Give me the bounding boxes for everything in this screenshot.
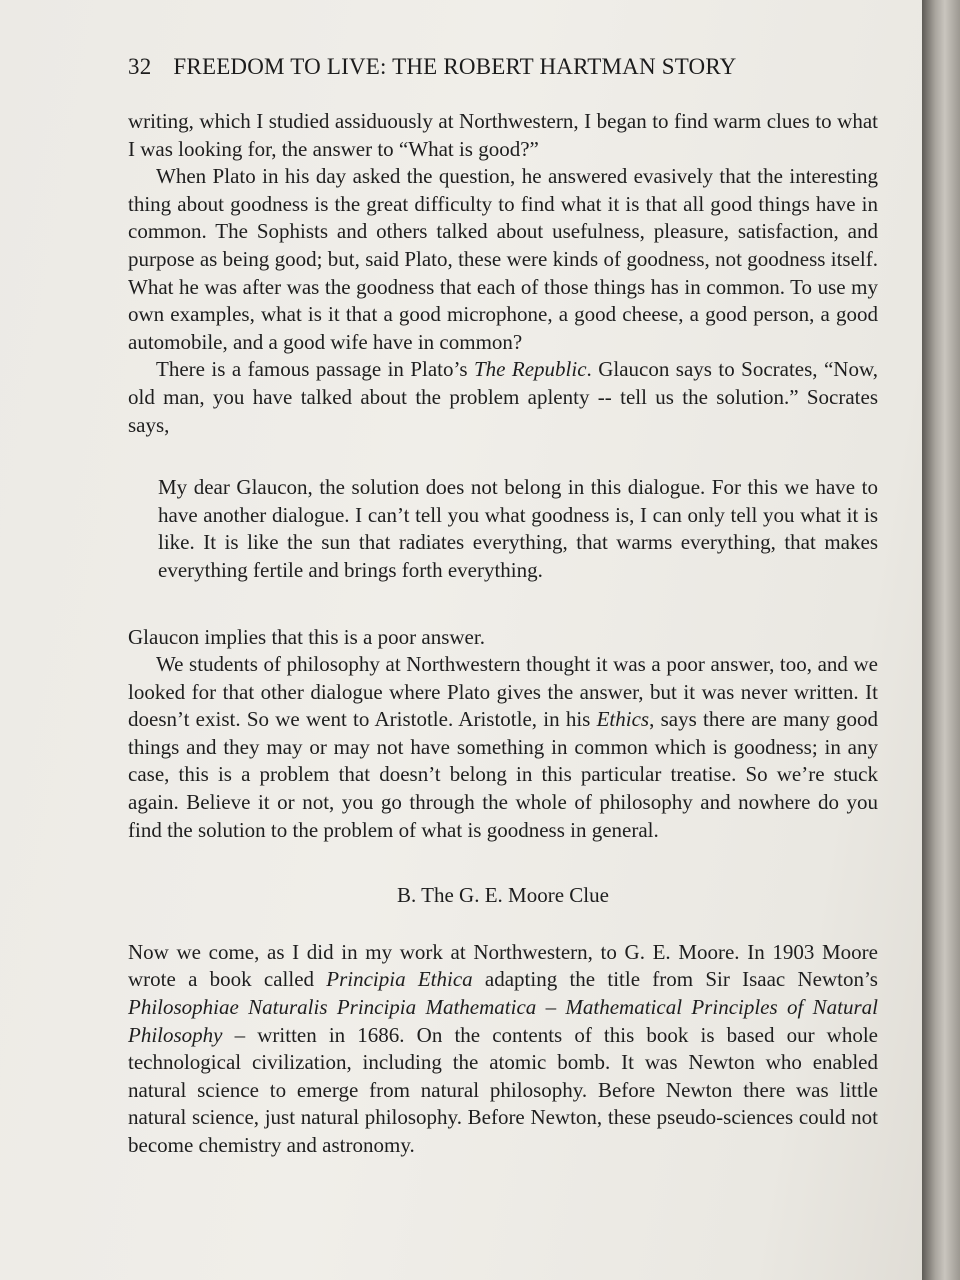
students-text-before: We students of philosophy at Northwestern thought it was a poor answer, too, and we looked for that other dialogue where Plato gives the answer, but it was never written. It doesn’t exist. So we went to Aristotle. Aristotle, in his — [128, 652, 878, 732]
moore-text-2: adapting the title from Sir Isaac Newton’s — [472, 967, 878, 992]
republic-text-after: . Glaucon says to Socrates, “Now, old man, you have talked about the problem aplenty -- tell us the solution.” Socrates says, — [128, 357, 879, 437]
paragraph-moore — [128, 939, 878, 1160]
ethics-title: Ethics — [596, 707, 650, 732]
running-title: FREEDOM TO LIVE: THE ROBERT HARTMAN STORY — [173, 54, 737, 79]
moore-text-3: – written in 1686. On the contents of this book is based our whole technological civilization, including the atomic bomb. It was Newton who enabled natural science to emerge from natural philosophy. Before Newton there was little natural science, just natural philosophy. Before Newton, these pseudo-sciences could not become chemistry and astronomy. — [128, 1022, 878, 1157]
running-header — [128, 54, 736, 80]
republic-text-before: There is a famous passage in Plato’s — [156, 357, 474, 382]
paragraph-glaucon: Glaucon implies that this is a poor answer. — [128, 624, 485, 649]
students-text-after: , says there are many good things and they may or may not have something in common which is goodness; in any case, this is a problem that doesn’t belong in this particular treatise. So we’re stuck again. Believe it or not, you go through the whole of philosophy and nowhere do you find the solution to the problem of what is goodness in general. — [128, 707, 878, 842]
body-text — [128, 108, 878, 1160]
moore-text-1: Now we come, as I did in my work at Northwestern, to G. E. Moore. In 1903 Moore wrote a book called — [128, 939, 878, 992]
paragraph-republic — [128, 356, 878, 439]
paragraph-plato: When Plato in his day asked the question, he answered evasively that the interesting thing about goodness is the great difficulty to find what it is that all good things have in common. The Sophists and others talked about usefulness, pleasure, satisfaction, and purpose as being good; but, said Plato, these were kinds of goodness, not goodness itself. What he was after was the goodness that each of those things has in common. To use my own examples, what is it that a good microphone, a good cheese, a good person, a good automobile, and a good wife have in common? — [128, 164, 878, 354]
paragraph-continued: writing, which I studied assiduously at Northwestern, I began to find warm clues to what I was looking for, the answer to “What is good?” — [128, 109, 878, 161]
paragraph-students — [128, 651, 878, 844]
page-edge — [922, 0, 960, 1280]
republic-title: The Republic — [473, 357, 587, 382]
section-heading: B. The G. E. Moore Clue — [397, 883, 609, 908]
block-quote: My dear Glaucon, the solution does not belong in this dialogue. For this we have to have another dialogue. I can’t tell you what goodness is, I can only tell you what it is like. It is like the sun that radiates everything, that warms everything, that makes everything fertile and brings forth everything. — [158, 475, 878, 582]
newton-principia-title: Philosophiae Naturalis Principia Mathematica – Mathematical Principles of Natural Philosophy — [128, 995, 878, 1047]
page-number: 32 — [128, 54, 152, 79]
principia-ethica-title: Principia Ethica — [326, 967, 473, 992]
